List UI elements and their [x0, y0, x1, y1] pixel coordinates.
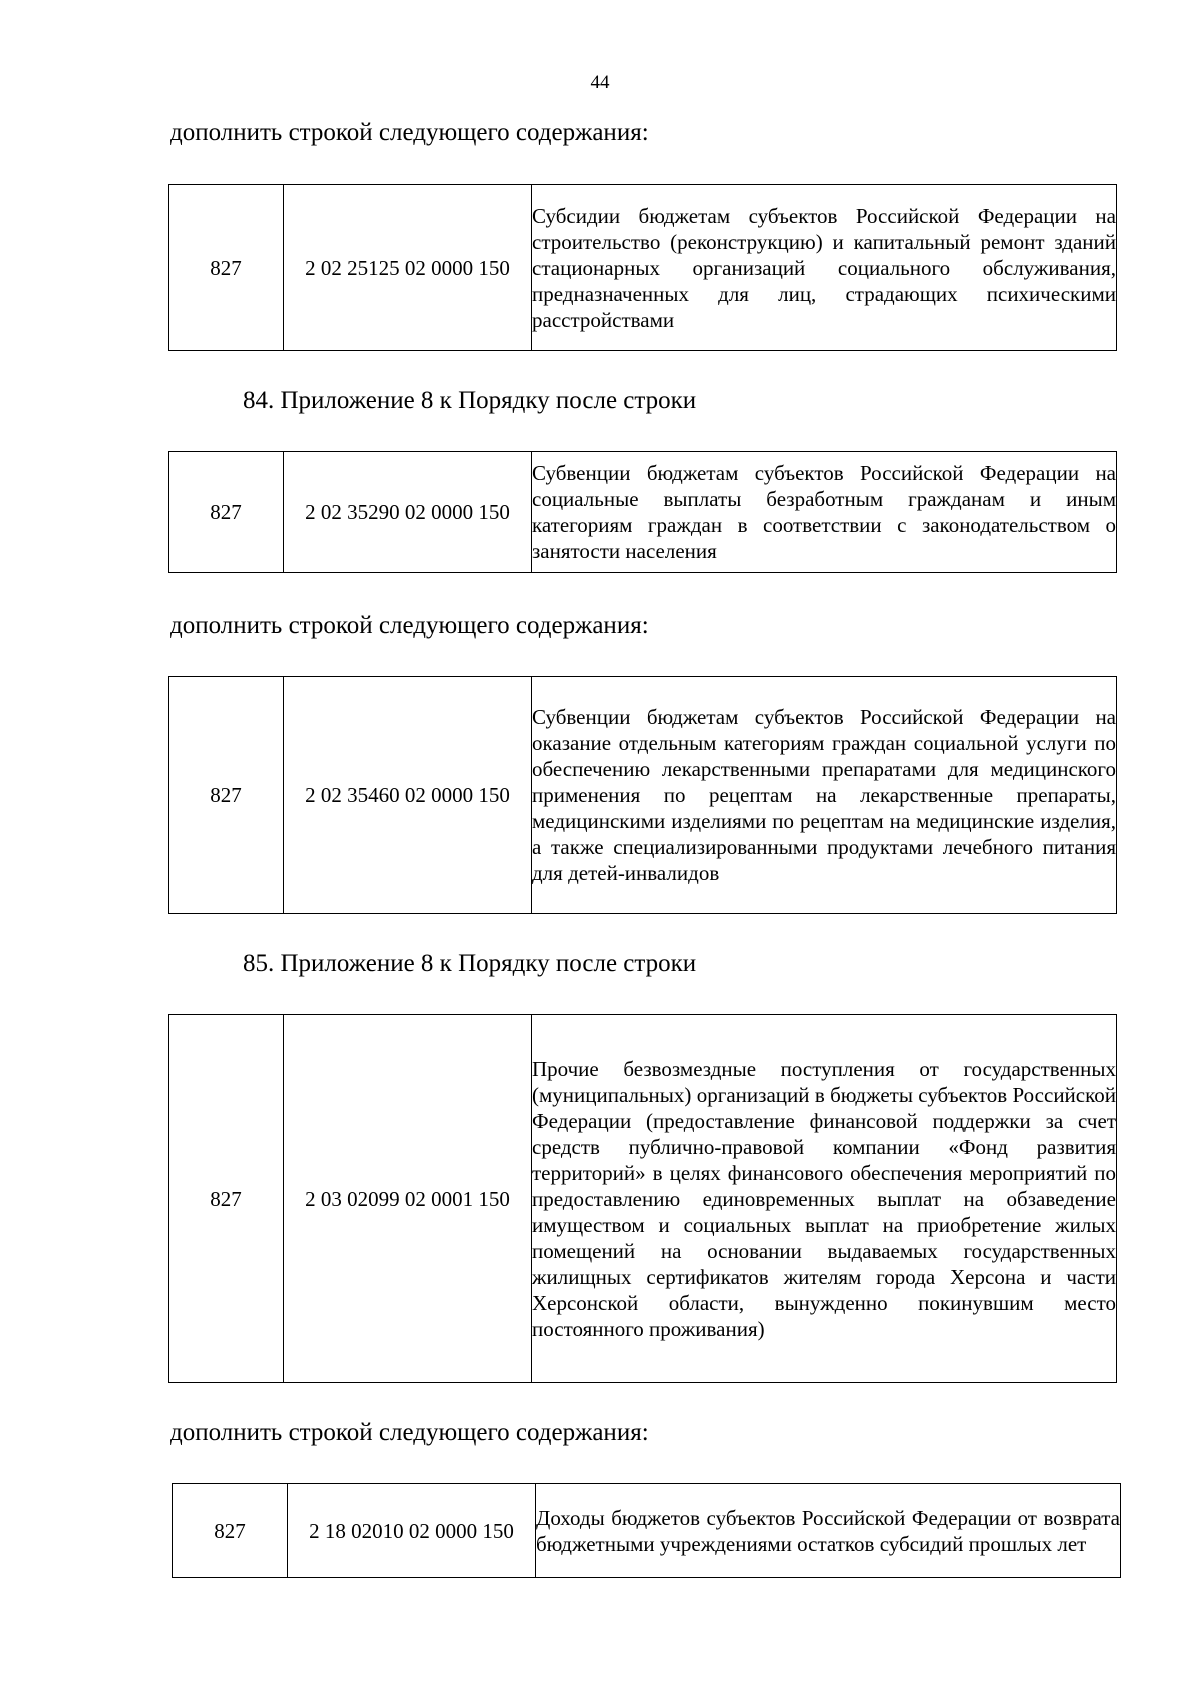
code-cell: 827 [169, 1015, 284, 1383]
paragraph-appendix-84: 84. Приложение 8 к Порядку после строки [243, 387, 697, 414]
table-1 [168, 184, 1117, 351]
table-row [169, 185, 1117, 351]
table-4 [168, 1014, 1117, 1383]
code-cell: 827 [169, 677, 284, 914]
table-row [173, 1484, 1121, 1578]
paragraph-appendix-85: 85. Приложение 8 к Порядку после строки [243, 950, 697, 977]
table-row [169, 452, 1117, 573]
kbk-cell: 2 02 35460 02 0000 150 [284, 677, 532, 914]
table-5 [172, 1483, 1121, 1578]
table-2 [168, 451, 1117, 573]
paragraph-append-row-2: дополнить строкой следующего содержания: [170, 612, 649, 639]
table-3 [168, 676, 1117, 914]
kbk-cell: 2 02 25125 02 0000 150 [284, 185, 532, 351]
code-cell: 827 [169, 185, 284, 351]
table-row [169, 1015, 1117, 1383]
kbk-cell: 2 02 35290 02 0000 150 [284, 452, 532, 573]
description-cell: Прочие безвозмездные поступления от государственных (муниципальных) организаций в бюджеты субъектов Российской Федерации (предоставление финансовой поддержки за счет средств публично-правовой компании «Фонд развития территорий» в целях финансового обеспечения мероприятий по предоставлению единовременных выплат на обзаведение имуществом и социальных выплат на приобретение жилых помещений на основании выдаваемых государственных жилищных сертификатов жителям города Херсона и части Херсонской области, вынужденно покинувшим место постоянного проживания) [532, 1015, 1117, 1383]
paragraph-append-row-1: дополнить строкой следующего содержания: [170, 119, 649, 146]
page-number: 44 [590, 72, 610, 93]
code-cell: 827 [173, 1484, 288, 1578]
code-cell: 827 [169, 452, 284, 573]
description-cell: Доходы бюджетов субъектов Российской Федерации от возврата бюджетными учреждениями остатков субсидий прошлых лет [536, 1484, 1121, 1578]
kbk-cell: 2 18 02010 02 0000 150 [288, 1484, 536, 1578]
description-cell: Субвенции бюджетам субъектов Российской Федерации на социальные выплаты безработным гражданам и иным категориям граждан в соответствии с законодательством о занятости населения [532, 452, 1117, 573]
kbk-cell: 2 03 02099 02 0001 150 [284, 1015, 532, 1383]
description-cell: Субсидии бюджетам субъектов Российской Федерации на строительство (реконструкцию) и капитальный ремонт зданий стационарных организаций социального обслуживания, предназначенных для лиц, страдающих психическими расстройствами [532, 185, 1117, 351]
description-cell: Субвенции бюджетам субъектов Российской Федерации на оказание отдельным категориям граждан социальной услуги по обеспечению лекарственными препаратами для медицинского применения по рецептам на лекарственные препараты, медицинскими изделиями по рецептам на медицинские изделия, а также специализированными продуктами лечебного питания для детей-инвалидов [532, 677, 1117, 914]
paragraph-append-row-3: дополнить строкой следующего содержания: [170, 1419, 649, 1446]
table-row [169, 677, 1117, 914]
